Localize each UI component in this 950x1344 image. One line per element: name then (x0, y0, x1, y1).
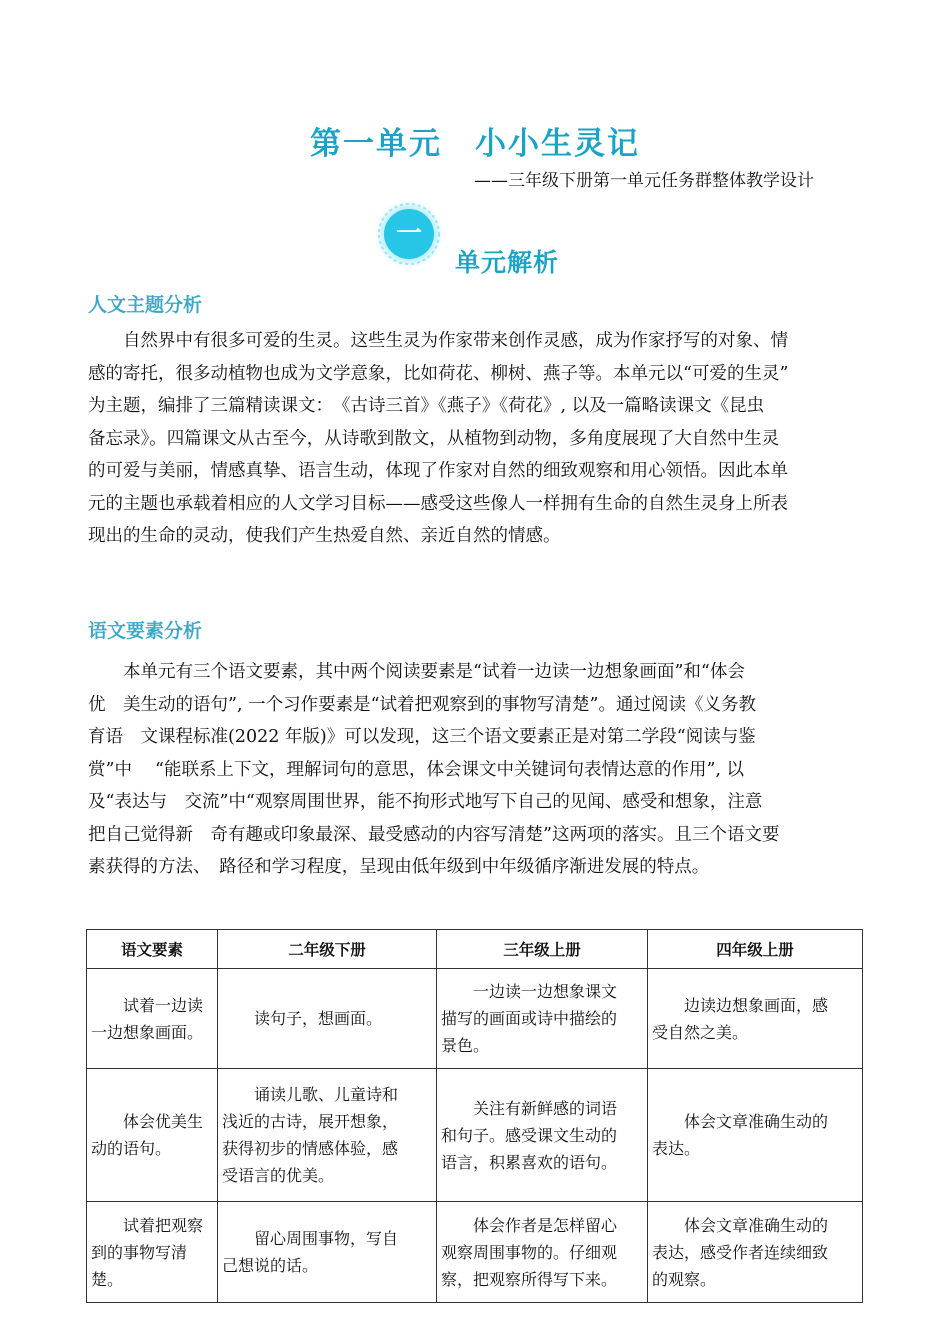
cell-line: 受自然之美。 (652, 1022, 749, 1042)
cell-line: 试着一边读 (123, 995, 204, 1015)
element-analysis-paragraph (88, 656, 868, 884)
cell-line: 己想说的话。 (222, 1256, 319, 1275)
table-cell (648, 1069, 863, 1202)
table-cell (87, 1069, 218, 1202)
paragraph-line: 元的主题也承载着相应的人文学习目标——感受这些像人一样拥有生命的自然生灵身上所表 (88, 493, 788, 514)
table-cell (437, 1069, 648, 1202)
paragraph-line: 现出的生命的灵动，使我们产生热爱自然、亲近自然的情感。 (88, 526, 561, 546)
paragraph-line: 备忘录》。四篇课文从古至今，从诗歌到散文，从植物到动物，多角度展现了大自然中生灵 (88, 428, 780, 449)
table-row (87, 1202, 863, 1303)
cell-line: 一边想象画面。 (91, 1022, 204, 1042)
cell-line: 和句子。感受课文生动的 (441, 1125, 618, 1145)
table-row (87, 1069, 863, 1202)
cell-line: 受语言的优美。 (222, 1166, 335, 1185)
cell-line: 动的语句。 (91, 1139, 172, 1158)
element-analysis-heading: 语文要素分析 (88, 620, 203, 642)
cell-line: 描写的画面或诗中描绘的 (441, 1009, 618, 1028)
paragraph-line: 自然界中有很多可爱的生灵。这些生灵为作家带来创作灵感，成为作家抒写的对象、情 (88, 331, 788, 351)
paragraph-line: 为主题，编排了三篇精读课文： 《古诗三首》《燕子》《荷花》, 以及一篇略读课文《昆虫 (88, 396, 765, 416)
table-row (87, 969, 863, 1069)
cell-line: 楚。 (91, 1269, 124, 1289)
table-cell (87, 969, 218, 1069)
table-cell (87, 1202, 218, 1303)
cell-line: 景色。 (441, 1036, 490, 1055)
theme-analysis-heading: 人文主题分析 (88, 294, 203, 316)
table-cell (648, 1202, 863, 1303)
cell-line: 留心周围事物，写自 (254, 1229, 399, 1248)
table-cell (218, 1069, 437, 1202)
cell-line: 体会优美生 (123, 1112, 204, 1131)
paragraph-line: 及“表达与 交流”中“观察周围世界，能不拘形式地写下自己的见闻、感受和想象，注意 (88, 792, 763, 812)
section-number-badge-icon (372, 197, 446, 271)
badge-symbol: 一 (395, 219, 423, 249)
table-cell (218, 969, 437, 1069)
cell-line: 诵读儿歌、儿童诗和 (254, 1085, 399, 1104)
cell-line: 边读边想象画面，感 (684, 995, 829, 1015)
table-header-cell: 三年级上册 (437, 930, 648, 969)
table-header-cell: 四年级上册 (648, 930, 863, 969)
cell-line: 表达。 (652, 1139, 701, 1158)
table-cell (648, 969, 863, 1069)
cell-line: 体会文章准确生动的 (684, 1215, 829, 1235)
table-header-cell: 语文要素 (87, 930, 218, 969)
language-elements-table (86, 929, 863, 1303)
paragraph-line: 优 美生动的语句”, 一个习作要素是“试着把观察到的事物写清楚”。通过阅读《义务教 (88, 694, 756, 715)
paragraph-line: 感的寄托，很多动植物也成为文学意象，比如荷花、柳树、燕子等。本单元以“可爱的生灵” (88, 363, 789, 384)
page-subtitle: ——三年级下册第一单元任务群整体教学设计 (474, 171, 814, 191)
cell-line: 表达，感受作者连续细致 (652, 1242, 829, 1262)
paragraph-line: 素获得的方法、 路径和学习程度，呈现由低年级到中年级循序渐进发展的特点。 (88, 857, 710, 877)
cell-line: 察，把观察所得写下来。 (441, 1269, 618, 1289)
cell-line: 观察周围事物的。仔细观 (441, 1242, 618, 1262)
cell-line: 获得初步的情感体验，感 (222, 1139, 399, 1158)
paragraph-line: 的可爱与美丽，情感真挚、语言生动，体现了作家对自然的细致观察和用心领悟。因此本单 (88, 461, 788, 481)
cell-line: 试着把观察 (123, 1215, 204, 1235)
paragraph-line: 赏”中 “能联系上下文，理解词句的意思，体会课文中关键词句表情达意的作用”, 以 (88, 759, 745, 780)
cell-line: 体会文章准确生动的 (684, 1112, 829, 1131)
cell-line: 读句子，想画面。 (254, 1009, 383, 1028)
table-header-cell: 二年级下册 (218, 930, 437, 969)
paragraph-line: 本单元有三个语文要素，其中两个阅读要素是“试着一边读一边想象画面”和“体会 (88, 662, 745, 682)
cell-line: 的观察。 (652, 1269, 717, 1289)
cell-line: 浅近的古诗，展开想象， (222, 1112, 399, 1131)
cell-line: 到的事物写清 (91, 1242, 188, 1262)
cell-line: 关注有新鲜感的词语 (473, 1098, 618, 1118)
table-cell (437, 1202, 648, 1303)
table-cell (437, 969, 648, 1069)
cell-line: 一边读一边想象课文 (473, 982, 618, 1001)
table-cell (218, 1202, 437, 1303)
cell-line: 语言，积累喜欢的语句。 (441, 1152, 618, 1172)
theme-analysis-paragraph (88, 325, 868, 553)
cell-line: 体会作者是怎样留心 (473, 1215, 618, 1235)
section-title: 单元解析 (455, 248, 560, 277)
table-header-row (87, 930, 863, 969)
page-title: 第一单元 小小生灵记 (310, 126, 640, 162)
paragraph-line: 把自己觉得新 奇有趣或印象最深、最受感动的内容写清楚”这两项的落实。且三个语文要 (88, 824, 780, 845)
paragraph-line: 育语 文课程标准(2022 年版)》可以发现，这三个语文要素正是对第二学段“阅读与鉴 (88, 727, 756, 747)
